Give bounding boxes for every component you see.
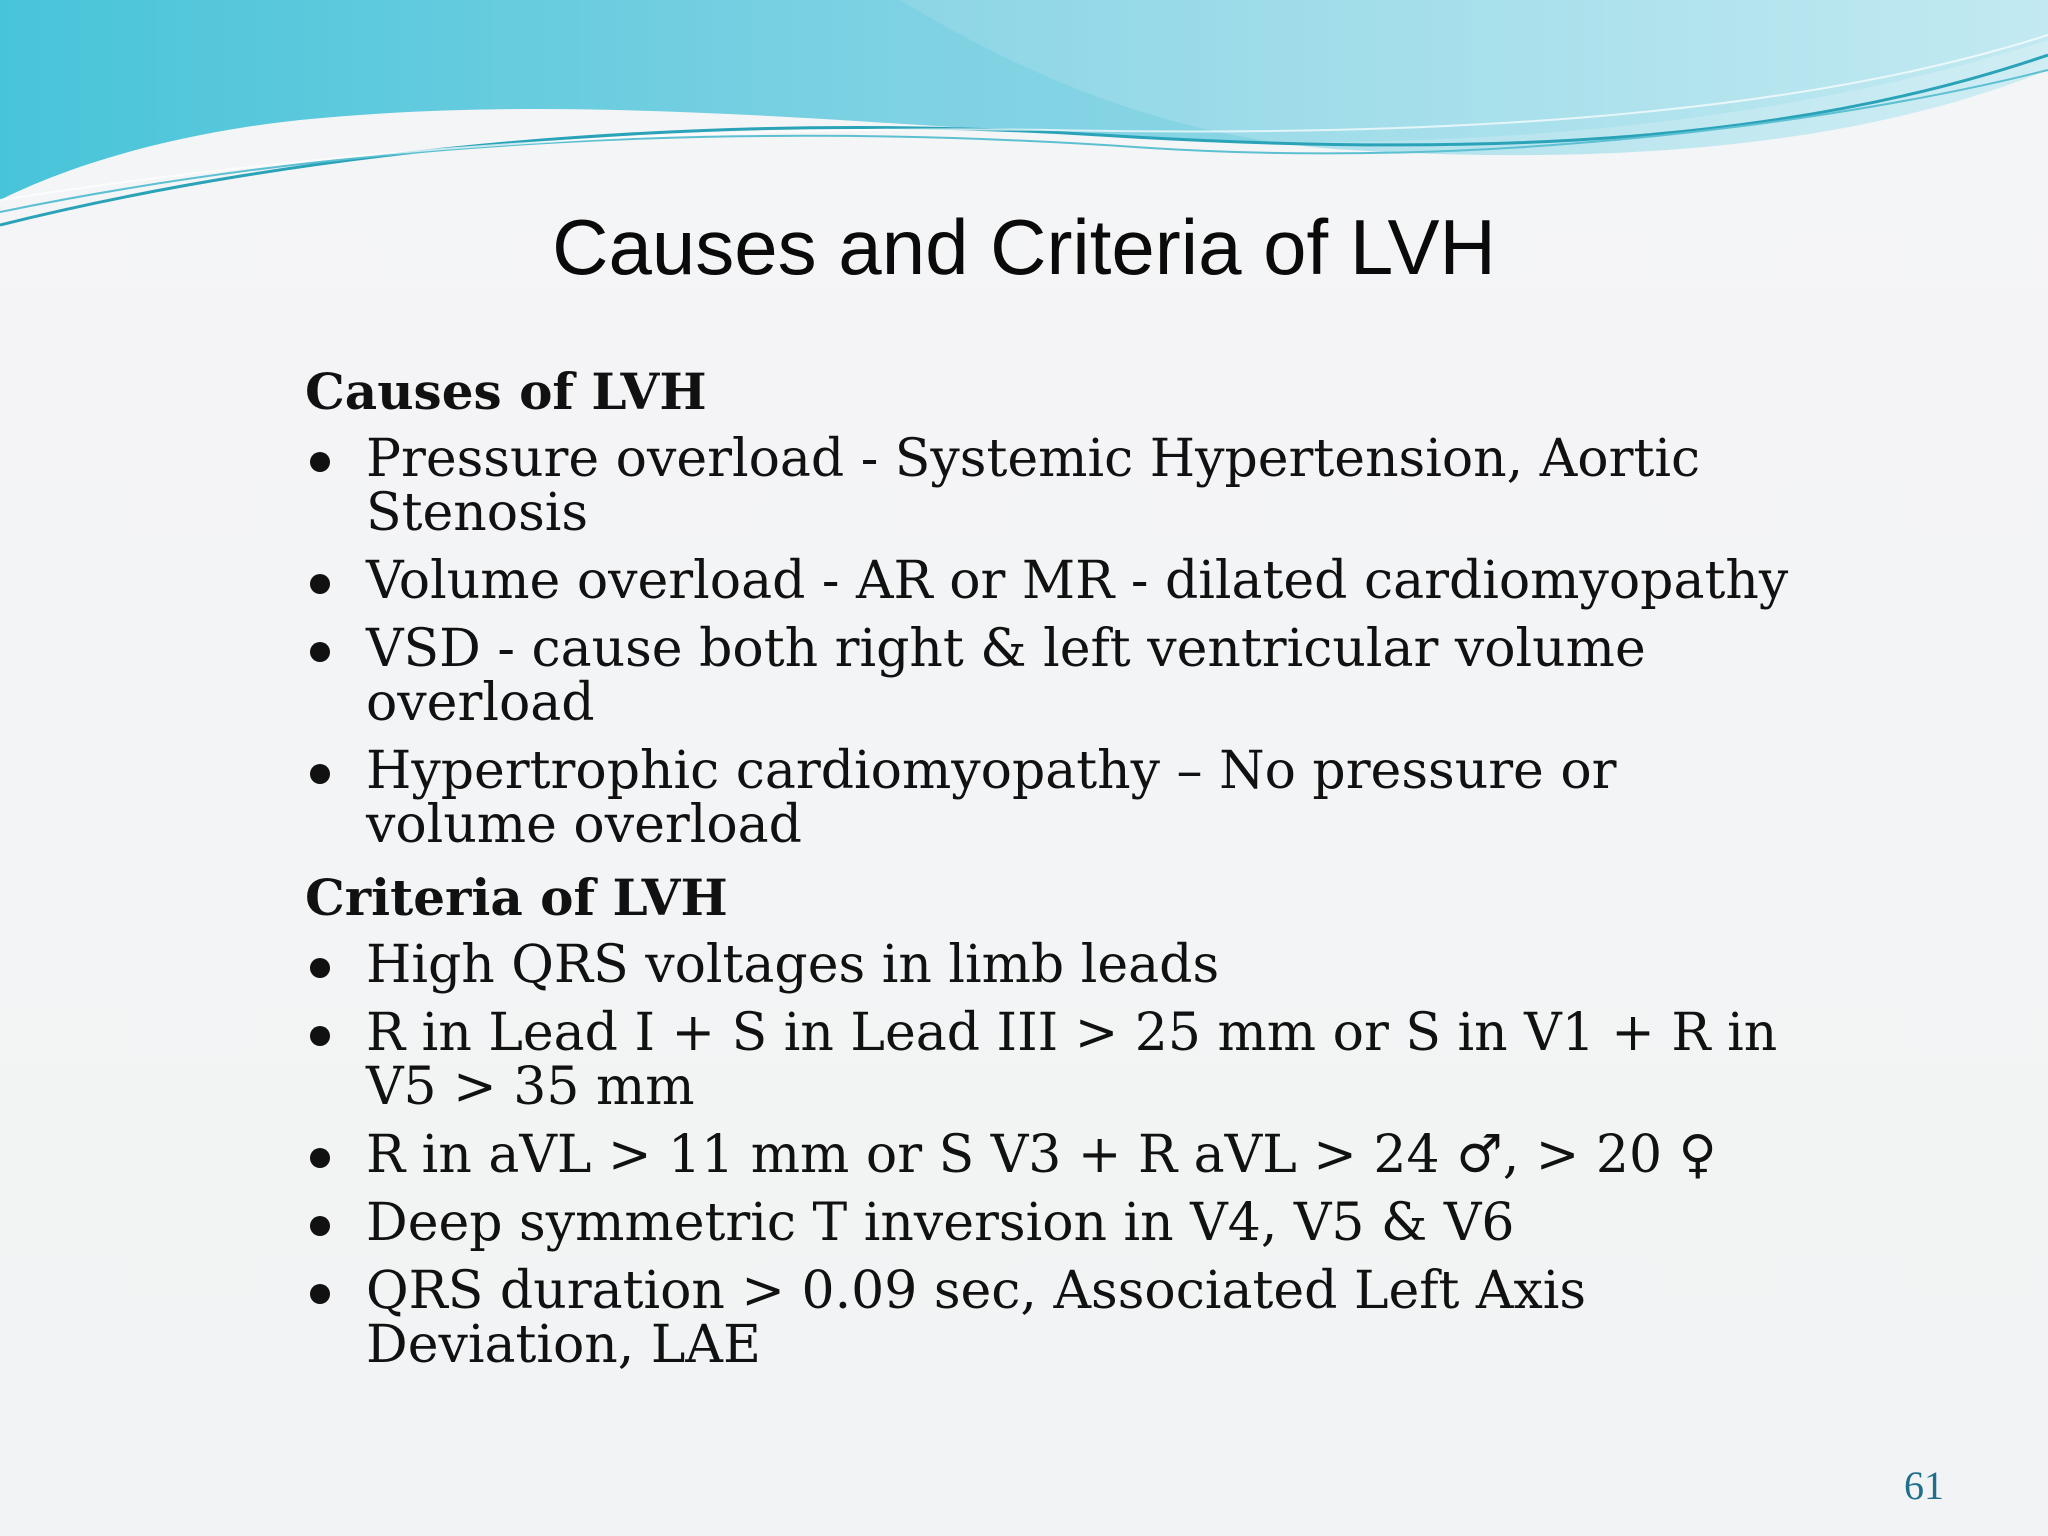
list-item-text: High QRS voltages in limb leads xyxy=(366,935,1220,995)
list-item xyxy=(305,1193,1805,1253)
list-item xyxy=(305,741,1805,855)
bullet-icon xyxy=(310,764,330,784)
bullet-icon xyxy=(310,1216,330,1236)
bullet-icon xyxy=(310,452,330,472)
list-item-text: VSD - cause both right & left ventricular volume overload xyxy=(366,619,1646,733)
list-item xyxy=(305,1125,1805,1185)
page-number: 61 xyxy=(1904,1463,1944,1508)
bullet-icon xyxy=(310,574,330,594)
list-item-text: R in aVL > 11 mm or S V3 + R aVL > 24 ♂, > 20 ♀ xyxy=(366,1125,1717,1185)
bullet-icon xyxy=(310,1026,330,1046)
list-item xyxy=(305,429,1805,543)
bullet-icon xyxy=(310,958,330,978)
list-item-text: R in Lead I + S in Lead III > 25 mm or S in V1 + R in V5 > 35 mm xyxy=(366,1003,1778,1117)
causes-list xyxy=(305,429,1805,855)
list-item xyxy=(305,619,1805,733)
section-criteria xyxy=(305,866,1805,1375)
bullet-icon xyxy=(310,1148,330,1168)
list-item-text: QRS duration > 0.09 sec, Associated Left Axis Deviation, LAE xyxy=(366,1261,1587,1375)
section-heading: Criteria of LVH xyxy=(305,868,728,927)
criteria-list xyxy=(305,935,1805,1375)
list-item xyxy=(305,935,1805,995)
list-item xyxy=(305,551,1805,611)
slide-content xyxy=(305,360,1805,1386)
slide-title: Causes and Criteria of LVH xyxy=(552,203,1496,291)
list-item xyxy=(305,1003,1805,1117)
list-item-text: Pressure overload - Systemic Hypertension, Aortic Stenosis xyxy=(366,429,1701,543)
bullet-icon xyxy=(310,642,330,662)
bullet-icon xyxy=(310,1284,330,1304)
list-item-text: Hypertrophic cardiomyopathy – No pressure or volume overload xyxy=(366,741,1617,855)
list-item-text: Deep symmetric T inversion in V4, V5 & V6 xyxy=(366,1193,1515,1253)
list-item xyxy=(305,1261,1805,1375)
section-causes xyxy=(305,360,1805,855)
section-heading: Causes of LVH xyxy=(305,362,707,421)
list-item-text: Volume overload - AR or MR - dilated cardiomyopathy xyxy=(366,551,1789,611)
